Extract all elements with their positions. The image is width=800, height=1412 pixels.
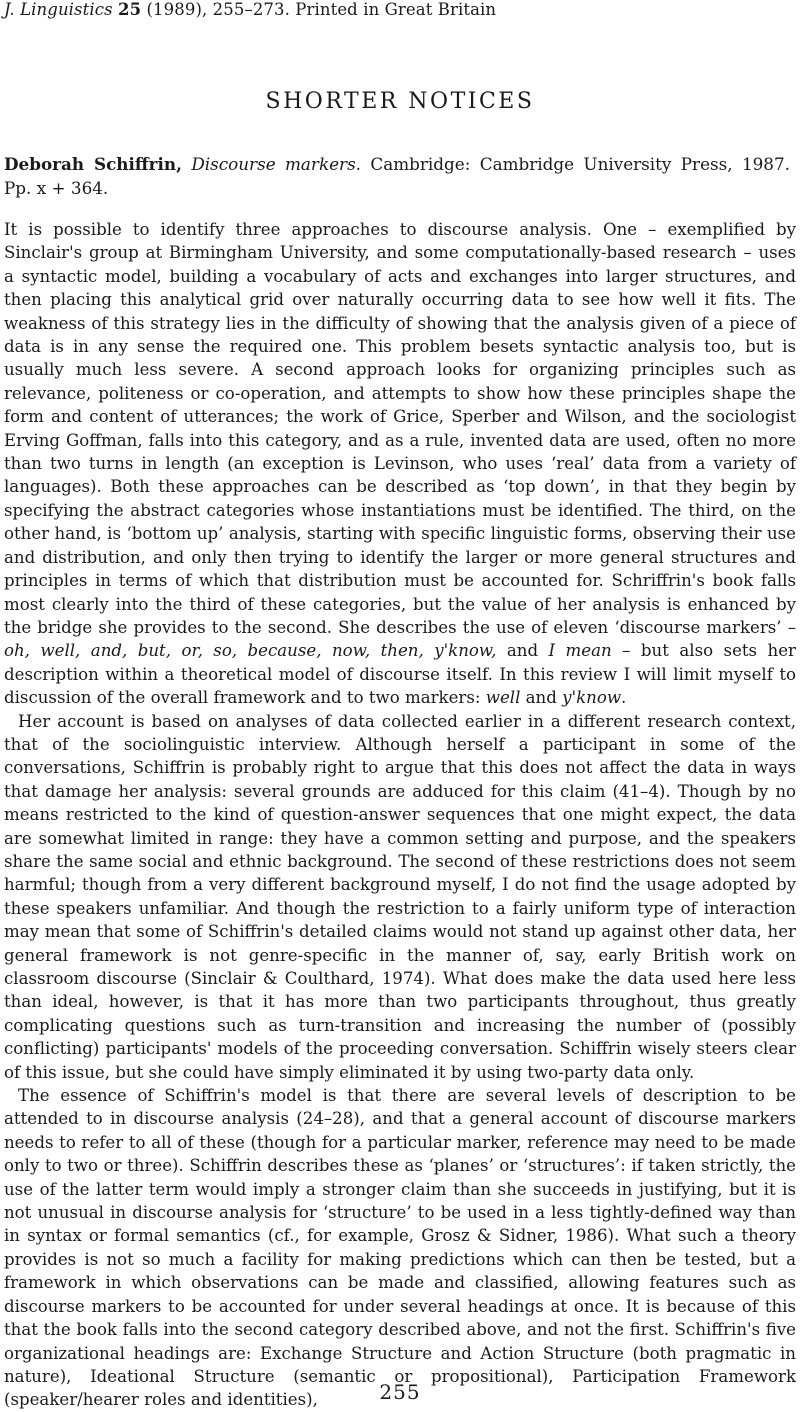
paragraph-1-end: .	[621, 688, 627, 708]
running-header	[4, 0, 496, 20]
paragraph-2: Her account is based on analyses of data collected earlier in a different research context, that of the sociolinguistic interview. Although herself a participant in some of the conversations, Schiffrin is probably right to argue that this does not affect the data in ways that damage her analysis: several grounds are adduced for this claim (41–4). Though by no means restricted to the kind of question-answer sequences that one might expect, the data are somewhat limited in range: they have a common setting and purpose, and the speakers share the same social and ethnic background. The second of these restrictions does not seem harmful; though from a very different background myself, I do not find the usage adopted by these speakers unfamiliar. And though the restriction to a fairly uniform type of interaction may mean that some of Schiffrin's detailed claims would not stand up against other data, her general framework is not genre-specific in the manner of, say, early British work on classroom discourse (Sinclair & Coulthard, 1974). What does make the data used here less than ideal, however, is that it has more than two participants throughout, thus greatly complicating questions such as turn-transition and increasing the number of (possibly conflicting) participants' models of the proceeding conversation. Schiffrin wisely steers clear of this issue, but she could have simply eliminated it by using two-party data only.	[4, 711, 796, 1082]
paragraph-1-conj-2: and	[520, 688, 563, 708]
paragraph-1-conj: and	[496, 641, 549, 661]
marker-list: oh, well, and, but, or, so, because, now, then, y'know,	[4, 641, 497, 661]
citation-book-title: Discourse markers.	[191, 154, 362, 174]
journal-name: J. Linguistics	[4, 0, 113, 19]
marker-well: well	[485, 688, 521, 708]
page-number: 255	[379, 1380, 421, 1404]
section-title: SHORTER NOTICES	[265, 89, 535, 114]
journal-volume: 25	[118, 0, 142, 19]
paragraph-1	[4, 218, 796, 710]
journal-details: (1989), 255–273. Printed in Great Britain	[141, 0, 497, 19]
paragraph-1-text: It is possible to identify three approaches to discourse analysis. One – exemplified by Sinclair's group at Birmingham University, and some computationally-based research – uses a syntactic model, building a vocabulary of acts and exchanges into larger structures, and then placing this analytical grid over naturally occurring data to see how well it fits. The weakness of this strategy lies in the difficulty of showing that the analysis given of a piece of data is in any sense the required one. This problem besets syntactic analysis too, but is usually much less severe. A second approach looks for organizing principles such as relevance, politeness or co-operation, and attempts to show how these principles shape the form and content of utterances; the work of Grice, Sperber and Wilson, and the sociologist Erving Goffman, falls into this category, and as a rule, invented data are used, often no more than two turns in length (an exception is Levinson, who uses ‘real’ data from a variety of languages). Both these approaches can be described as ‘top down’, in that they begin by specifying the abstract categories whose instantiations must be identified. The third, on the other hand, is ‘bottom up’ analysis, starting with specific linguistic forms, observing their use and distribution, and only then trying to identify the larger or more general structures and principles in terms of which that distribution must be accounted for. Schriffrin's book falls most clearly into the third of these categories, but the value of her analysis is enhanced by the bridge she provides to the second. She describes the use of eleven ‘discourse markers’ –	[4, 220, 796, 637]
review-body	[4, 218, 796, 1412]
citation-publisher: Cambridge: Cambridge University Press, 1987. Pp. x + 364.	[4, 154, 790, 198]
marker-yknow: y'know	[562, 688, 622, 708]
paragraph-3: The essence of Schiffrin's model is that there are several levels of description to be attended to in discourse analysis (24–28), and that a general account of discourse markers needs to refer to all of these (though for a particular marker, reference may need to be made only to two or three). Schiffrin describes these as ‘planes’ or ‘structures’: if taken strictly, the use of the latter term would imply a stronger claim than she succeeds in justifying, but it is not unusual in discourse analysis for ‘structure’ to be used in a less tightly-defined way than in syntax or formal semantics (cf., for example, Grosz & Sidner, 1986). What such a theory provides is not so much a facility for making predictions which can then be tested, but a framework in which observations can be made and classified, allowing features such as discourse markers to be accounted for under several headings at once. It is because of this that the book falls into the second category described above, and not the first. Schiffrin's five organizational headings are: Exchange Structure and Action Structure (both pragmatic in nature), Ideational Structure (semantic or propositional), Participation Framework (speaker/hearer roles and identities),	[4, 1086, 796, 1410]
paragraph-1-text-cont: – but also sets her description within a theoretical model of discourse itself. In this review I will limit myself to discussion of the overall framework and to two markers:	[4, 641, 796, 708]
book-citation	[4, 152, 790, 200]
citation-author: Deborah Schiffrin,	[4, 154, 182, 174]
marker-i-mean: I mean	[548, 641, 612, 661]
